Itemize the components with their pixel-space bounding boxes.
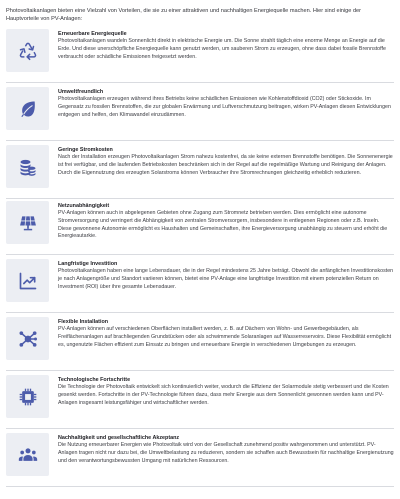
feature-title: Langfristige Investition <box>58 261 118 267</box>
intro-text: Photovoltaikanlagen bieten eine Vielzahl von Vorteilen, die sie zu einer attraktiven und nachhaltigen Energiequelle machen. Hier sind einige der Hauptvorteile von PV-Anlagen: <box>6 8 362 23</box>
feature-eco <box>6 86 394 142</box>
divider <box>6 312 394 313</box>
trending-up-icon <box>6 259 49 302</box>
chip-icon <box>6 375 49 418</box>
feature-description: PV-Anlagen können auch in abgelegenen Gebieten ohne Zugang zum Stromnetz betrieben werden. Dies ermöglicht eine autonome Stromversorgung und verringert die Abhängigkeit von zentralen Stromversorgern, insbesondere in entlegenen Regionen oder z.B. Inseln. Diese gewonnene Autonomie ermöglicht es Haushalten und Gemeinschaften, ihre Energieversorgung unabhängig zu steuern und erhöht die Energieautarkie. <box>58 210 388 240</box>
feature-title: Nachhaltigkeit und gesellschaftliche Akzeptanz <box>58 435 180 441</box>
leaf-icon <box>6 87 49 130</box>
feature-flexible-installation <box>6 316 394 372</box>
divider <box>6 486 394 487</box>
feature-long-term-investment <box>6 258 394 314</box>
group-icon <box>6 433 49 476</box>
hub-icon <box>6 317 49 360</box>
feature-renewable <box>6 28 394 84</box>
feature-description: Photovoltaikanlagen erzeugen während ihres Betriebs keine schädlichen Emissionen wie Kohlenstoffdioxid (CO2) oder Stickoxide. Im Gegensatz zu fossilen Brennstoffen, die zur globalen Erwärmung und Luftverschmutzung beitragen, wirken PV-Anlagen diesen Entwicklungen entgegen und helfen, den Klimawandel einzudämmen. <box>58 96 391 118</box>
divider <box>6 82 394 83</box>
feature-description: Die Technologie der Photovoltaik entwickelt sich kontinuierlich weiter, wodurch die Effizienz der Solarmodule stetig verbessert und die Kosten gesenkt werden. Fortschritte in der PV-Technologie führen dazu, dass mehr Energie aus dem Sonnenlicht gewonnen werden kann und PV-Anlagen insgesamt leistungsfähiger und wirtschaftlicher werden. <box>58 384 389 406</box>
divider <box>6 140 394 141</box>
solar-panel-icon <box>6 201 49 244</box>
divider <box>6 198 394 199</box>
feature-description: Photovoltaikanlagen wandeln Sonnenlicht direkt in elektrische Energie um. Die Sonne strahlt täglich eine enorme Menge an Energie auf die Erde. Und diese unerschöpfliche Energiequelle kann genutzt werden, um sauberen Strom zu erzeugen, ohne dass dabei fossile Brennstoffe verbraucht oder schädliche Emissionen freigesetzt werden. <box>58 38 386 60</box>
divider <box>6 254 394 255</box>
feature-title: Geringe Stromkosten <box>58 147 113 153</box>
feature-title: Erneuerbare Energiequelle <box>58 31 127 37</box>
feature-costs <box>6 144 394 200</box>
feature-description: Photovoltaikanlagen haben eine lange Lebensdauer, die in der Regel mindestens 25 Jahre beträgt. Obwohl die anfänglichen Investitionskosten je nach Anlagengröße und Standort variieren können, bietet eine PV-Anlage eine langfristige Investition mit einem potenziellen Return on Investment (ROI) über ihre gesamte Lebensdauer. <box>58 268 394 290</box>
feature-sustainability-acceptance <box>6 432 394 488</box>
feature-title: Technologische Fortschritte <box>58 377 131 383</box>
feature-technological-progress <box>6 374 394 430</box>
divider <box>6 370 394 371</box>
recycle-icon <box>6 29 49 72</box>
feature-title: Netzunabhängigkeit <box>58 203 110 209</box>
coins-icon <box>6 145 49 188</box>
feature-title: Umweltfreundlich <box>58 89 104 95</box>
feature-description: PV-Anlagen können auf verschiedenen Oberflächen installiert werden, z. B. auf Dächern von Wohn- und Gewerbegebäuden, als Freiflächenanlagen auf brachliegenden Grundstücken oder als schwimmende Solaranlagen auf Wasserreservoirs. Diese Flexibilität ermöglicht es, ungenutzte Flächen effizient zum Einsatz zu bringen und erneuerbare Energie in verschiedenen Umgebungen zu erzeugen. <box>58 326 392 348</box>
feature-title: Flexible Installation <box>58 319 109 325</box>
feature-description: Die Nutzung erneuerbarer Energien wie Photovoltaik wird von der Gesellschaft zunehmend positiv wahrgenommen und unterstützt. PV-Anlagen tragen nicht nur dazu bei, die Umweltbelastung zu reduzieren, sondern sie schaffen auch Bewusstsein für nachhaltige Energienutzung und den verantwortungsbewussten Umgang mit natürlichen Ressourcen. <box>58 442 394 464</box>
divider <box>6 428 394 429</box>
feature-grid-independence <box>6 200 394 256</box>
feature-description: Nach der Installation erzeugen Photovoltaikanlagen Strom nahezu kostenfrei, da sie keine externen Brennstoffe benötigen. Die Sonnenenergie ist frei verfügbar, und die laufenden Betriebskosten beschränken sich in der Regel auf die regelmäßige Wartung und Reinigung der Anlagen. Durch die Eigennutzung des erzeugten Solarstroms können Verbraucher ihre Stromrechnungen gleichzeitig erheblich reduzieren. <box>58 154 393 176</box>
